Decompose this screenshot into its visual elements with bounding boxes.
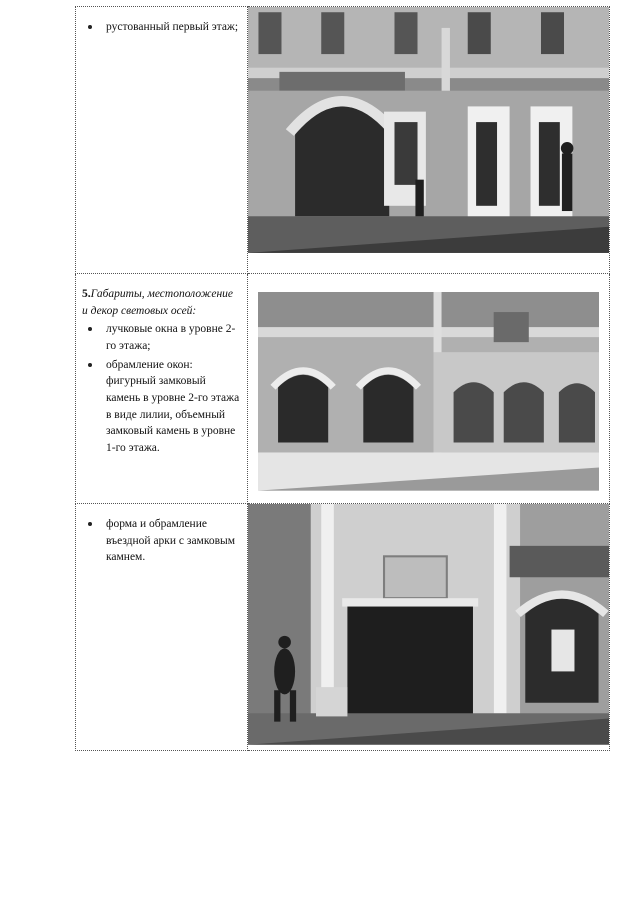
photo-cell	[248, 504, 610, 751]
table-row	[76, 504, 610, 751]
list-item: форма и обрамление въездной арки с замковым камнем.	[82, 516, 241, 566]
list-item: обрамление окон: фигурный замковый камень в уровне 2-го этажа в виде лилии, объемный замковый камень в уровне 1-го этажа.	[82, 357, 241, 457]
list-item: лучковые окна в уровне 2-го этажа;	[82, 321, 241, 354]
photo-cell	[248, 7, 610, 274]
list-item: рустованный первый этаж;	[82, 19, 241, 36]
facade-ground-floor-photo	[248, 7, 609, 253]
description-cell	[76, 7, 248, 274]
bullet-list	[82, 19, 241, 36]
section-number: 5.	[82, 288, 91, 300]
section-heading	[82, 286, 241, 319]
heritage-elements-table	[75, 6, 610, 751]
bullet-list	[82, 516, 241, 566]
table-row	[76, 7, 610, 274]
table-row	[76, 274, 610, 504]
photo-cell	[248, 274, 610, 504]
bullet-list	[82, 321, 241, 456]
section-title: Габариты, местоположение и декор световых осей:	[82, 288, 233, 317]
facade-windows-photo	[258, 292, 599, 491]
description-cell	[76, 274, 248, 504]
description-cell	[76, 504, 248, 751]
entrance-arch-photo	[248, 504, 609, 745]
